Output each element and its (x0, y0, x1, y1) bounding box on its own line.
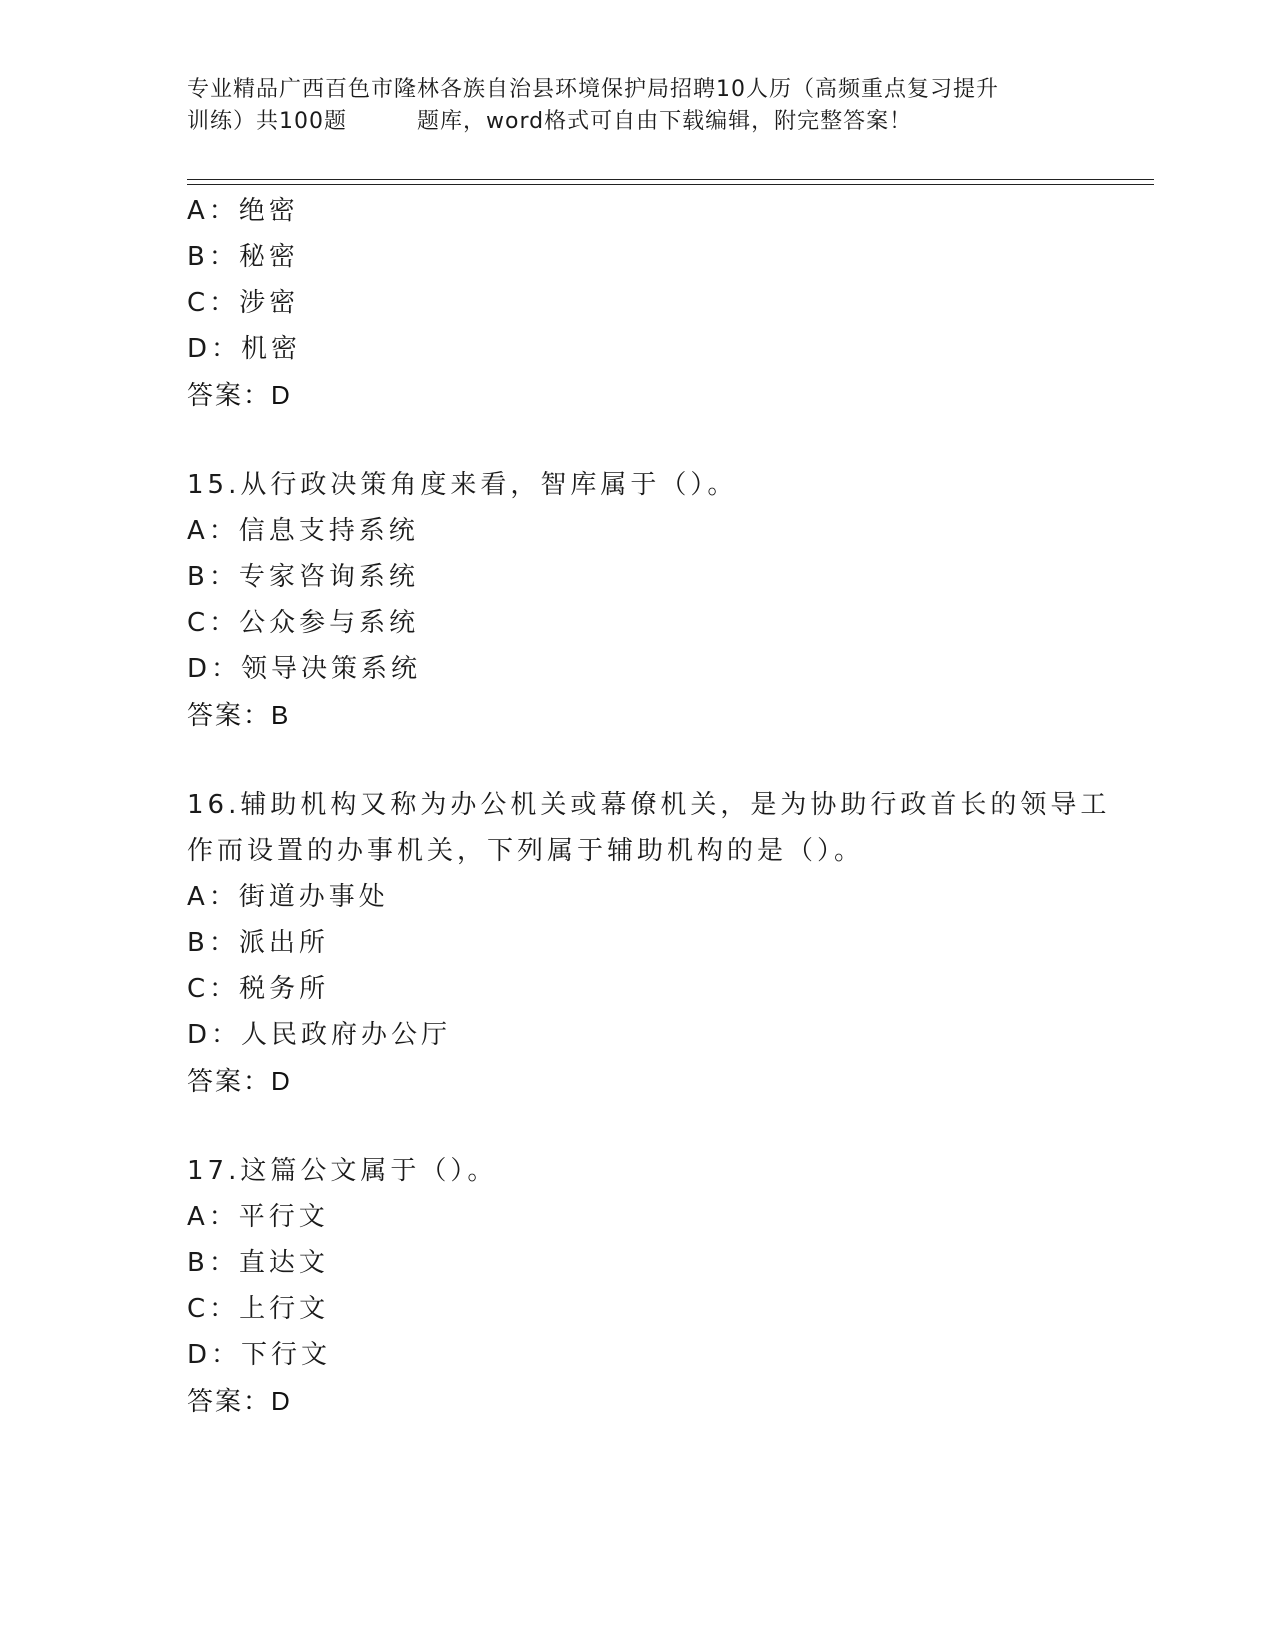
option-a: A：信息支持系统 (187, 516, 419, 546)
answer-line: 答案：B (187, 700, 291, 730)
header-divider-top (187, 179, 1154, 180)
option-c: C：涉密 (187, 288, 300, 318)
header-line-2-right: 题库，word格式可自由下载编辑，附完整答案！ (417, 109, 913, 134)
option-b: B：派出所 (187, 928, 329, 958)
question-block-17 (187, 1148, 1087, 1424)
document-header (187, 74, 1087, 138)
header-line-1: 专业精品广西百色市隆林各族自治县环境保护局招聘10人历（高频重点复习提升 (187, 77, 999, 102)
option-b: B：专家咨询系统 (187, 562, 419, 592)
header-line-2-left: 训练）共100题 (187, 109, 347, 134)
option-d: D：人民政府办公厅 (187, 1020, 452, 1050)
option-d: D：机密 (187, 334, 302, 364)
option-a: A：街道办事处 (187, 882, 389, 912)
question-stem-line-1: 16.辅助机构又称为办公机关或幕僚机关，是为协助行政首长的领导工 (187, 790, 1111, 820)
header-divider-bottom (187, 184, 1154, 185)
option-c: C：税务所 (187, 974, 330, 1004)
question-stem: 17.这篇公文属于（）。 (187, 1156, 498, 1186)
option-c: C：公众参与系统 (187, 608, 420, 638)
answer-line: 答案：D (187, 1386, 292, 1416)
question-stem: 15.从行政决策角度来看，智库属于（）。 (187, 470, 738, 500)
question-stem-line-2: 作而设置的办事机关，下列属于辅助机构的是（）。 (187, 836, 865, 866)
option-b: B：直达文 (187, 1248, 329, 1278)
option-d: D：下行文 (187, 1340, 332, 1370)
question-list (187, 188, 1111, 1424)
question-block-15 (187, 462, 1087, 738)
option-a: A：平行文 (187, 1202, 329, 1232)
option-a: A：绝密 (187, 196, 299, 226)
option-c: C：上行文 (187, 1294, 330, 1324)
option-b: B：秘密 (187, 242, 299, 272)
header-line-2 (187, 106, 1087, 138)
question-block-14 (187, 188, 1087, 418)
answer-line: 答案：D (187, 380, 292, 410)
question-block-16 (187, 782, 1111, 1104)
option-d: D：领导决策系统 (187, 654, 422, 684)
answer-line: 答案：D (187, 1066, 292, 1096)
